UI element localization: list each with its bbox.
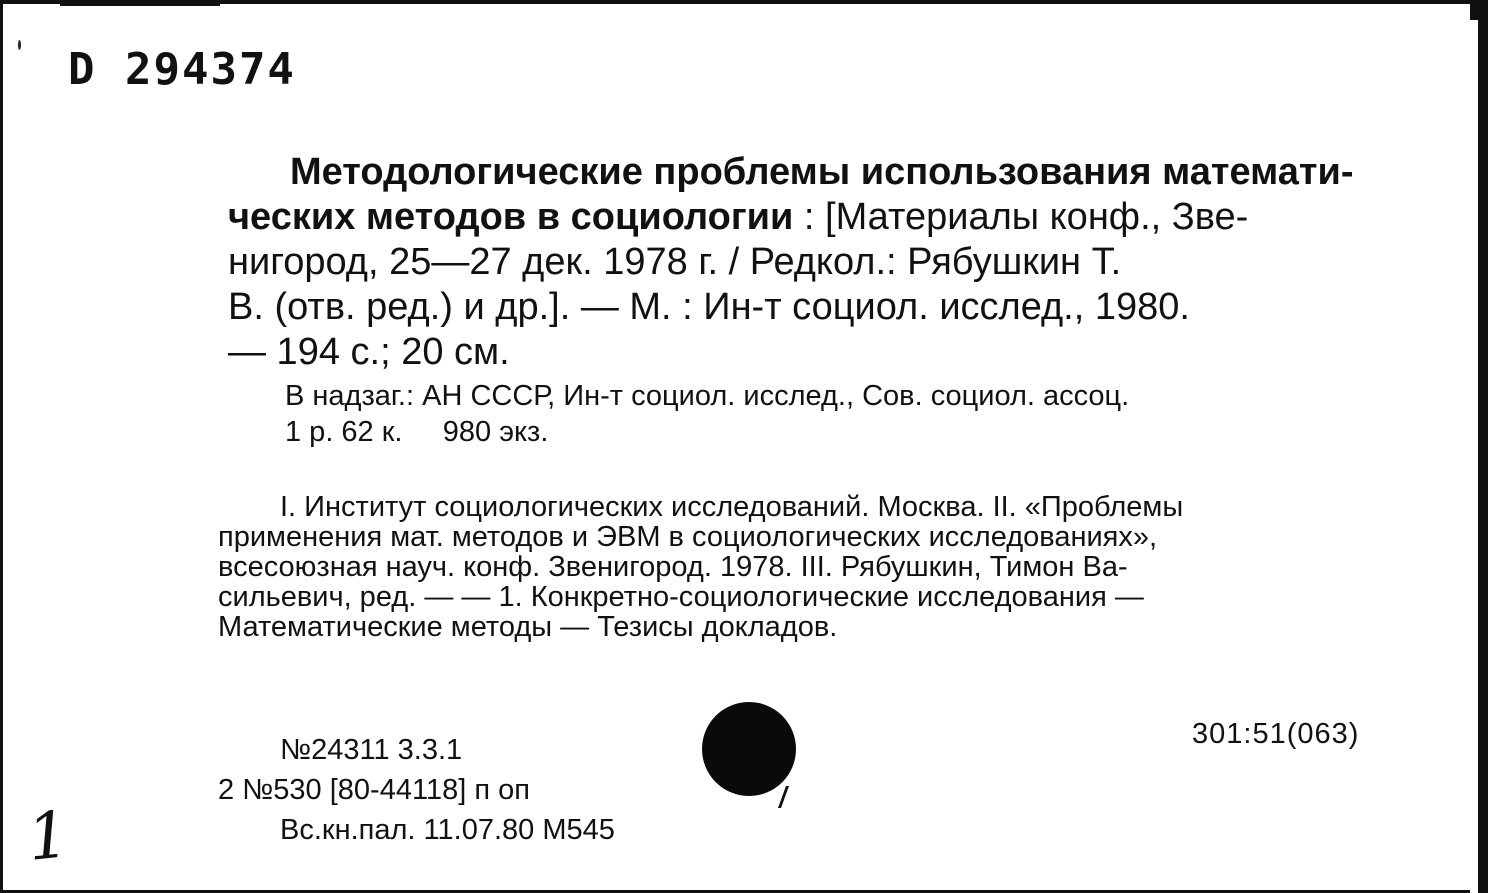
- tracing-line-3: всесоюзная науч. конф. Звенигород. 1978. III. Рябушкин, Тимон Ва-: [218, 551, 1128, 583]
- tracing-line-4: сильевич, ред. — — 1. Конкретно-социологические исследования —: [218, 581, 1144, 613]
- note-block: [285, 378, 1129, 450]
- card-right-edge: [1470, 0, 1488, 893]
- call-number: D 294374: [68, 44, 296, 95]
- title-line-2-text: ческих методов в социологии: [228, 196, 794, 238]
- tracing-line-1: I. Институт социологических исследований. Москва. II. «Проблемы: [280, 491, 1184, 523]
- entry-line-5: — 194 с.; 20 см.: [228, 331, 510, 373]
- tracing-block: [218, 492, 1408, 642]
- entry-line-3: нигород, 25—27 дек. 1978 г. / Редкол.: Рябушкин Т.: [228, 241, 1122, 283]
- footer-line-3: Вс.кн.пал. 11.07.80 М545: [280, 814, 615, 846]
- scan-speck: [18, 40, 21, 50]
- classification-number: 301:51(063): [1192, 718, 1360, 750]
- note-line-1: В надзаг.: АН СССР, Ин-т социол. исслед., Сов. социол. ассоц.: [285, 380, 1130, 412]
- punch-hole: [702, 702, 796, 796]
- footer-line-1: №24311 3.3.1: [280, 734, 463, 766]
- scan-artifact: [60, 0, 220, 6]
- title-tail: : [Материалы конф., Зве-: [793, 196, 1249, 238]
- tracing-line-2: применения мат. методов и ЭВМ в социологических исследованиях»,: [218, 521, 1158, 553]
- entry-line-4: В. (отв. ред.) и др.]. — М. : Ин-т социол. исслед., 1980.: [228, 286, 1190, 328]
- title-line-2: [228, 195, 1408, 240]
- card-right-edge-inner: [1470, 20, 1478, 893]
- tracing-line-5: Математические методы — Тезисы докладов.: [218, 611, 838, 643]
- title-line-1: Методологические проблемы использования математи-: [290, 151, 1354, 193]
- footer-line-2: 2 №530 [80-44118] п оп: [218, 774, 530, 806]
- main-entry: [228, 150, 1408, 375]
- handwritten-mark: 1: [24, 798, 73, 876]
- footer-block: [218, 730, 615, 850]
- note-line-2: 1 р. 62 к. 980 экз.: [285, 416, 549, 448]
